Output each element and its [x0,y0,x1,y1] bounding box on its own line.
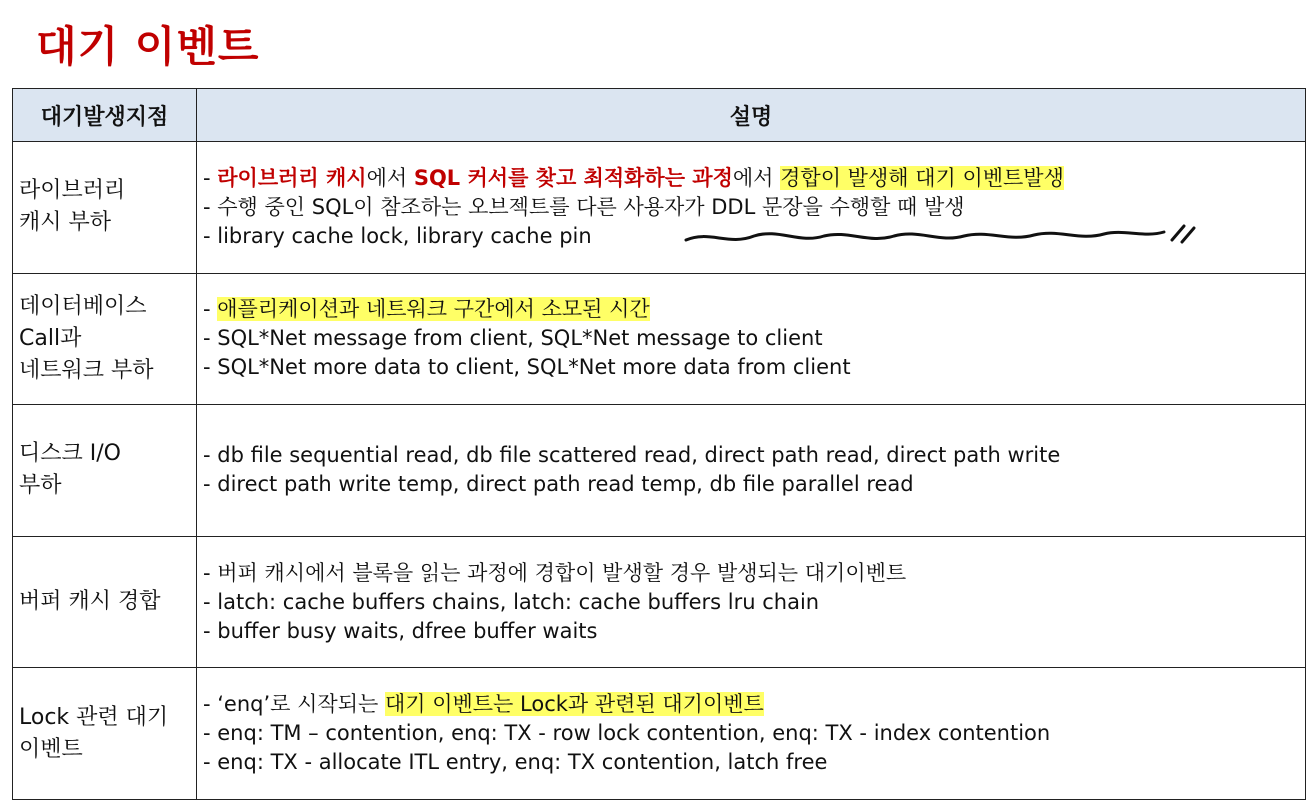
emphasis-text: 라이브러리 캐시 [217,165,367,190]
description-line [203,470,1304,499]
description-line [203,324,1304,353]
wait-location-text: 버퍼 캐시 경합 [19,589,161,615]
description-text: - [203,165,218,190]
table-row [13,668,1306,800]
wait-location-text: 네트워크 부하 [19,357,154,383]
description-text: - [203,297,218,322]
description-line [203,690,1304,719]
description-line [203,719,1304,748]
description-text: - enq: TM – contention, enq: TX - row lock contention, enq: TX - index contention [203,721,1051,746]
description-line [203,748,1304,777]
description-text: - 버퍼 캐시에서 블록을 읽는 과정에 경합이 발생할 경우 발생되는 대기이벤트 [203,560,907,585]
description-cell [197,273,1306,405]
description-text: - library cache lock, library cache pin [203,223,592,248]
table-row [13,405,1306,537]
description-text: - 수행 중인 SQL이 참조하는 오브젝트를 다른 사용자가 DDL 문장을 수행할 때 발생 [203,194,965,219]
description-line [203,164,1304,193]
description-line [203,617,1304,646]
description-text: - buffer busy waits, dfree buffer waits [203,618,598,643]
wait-location-text: Lock 관련 대기 [19,704,169,730]
highlighted-text: 애플리케이션과 네트워크 구간에서 소모된 시간 [217,297,650,322]
wait-location-text: Call과 [19,325,82,351]
header-description: 설명 [197,89,1306,142]
description-cell [197,536,1306,668]
wait-location-text: 디스크 I/O [19,441,121,467]
table-row [13,142,1306,274]
description-line [203,559,1304,588]
highlighted-text: 대기 이벤트는 Lock과 관련된 대기이벤트 [384,692,764,717]
description-text: - enq: TX - allocate ITL entry, enq: TX contention, latch free [203,750,828,775]
wait-location-text: 데이터베이스 [19,293,147,319]
wait-location-text: 캐시 부하 [19,210,112,236]
description-cell [197,405,1306,537]
header-location: 대기발생지점 [13,89,197,142]
wait-location-text: 이벤트 [19,736,83,762]
description-text: 에서 [732,165,781,190]
table-header-row [13,89,1306,142]
description-text: - ‘enq’로 시작되는 [203,692,385,717]
description-line [203,295,1304,324]
wait-location-text: 부하 [19,473,62,499]
wait-location-cell [13,668,197,800]
table-row [13,273,1306,405]
wait-event-table [12,88,1306,800]
wavy-underline-annotation [684,222,1204,248]
description-text: - latch: cache buffers chains, latch: cache buffers lru chain [203,589,820,614]
description-line [203,353,1304,382]
description-text: - db file sequential read, db file scattered read, direct path read, direct path write [203,443,1061,468]
description-line [203,588,1304,617]
page-title: 대기 이벤트 [36,22,260,71]
description-text: - SQL*Net more data to client, SQL*Net more data from client [203,355,851,380]
wait-location-text: 라이브러리 [19,178,126,204]
description-text: - direct path write temp, direct path read temp, db file parallel read [203,472,914,497]
description-cell [197,668,1306,800]
highlighted-text: 경합이 발생해 대기 이벤트발생 [780,165,1064,190]
wait-location-cell [13,536,197,668]
wait-location-cell [13,405,197,537]
description-cell [197,142,1306,274]
description-line [203,193,1304,222]
wait-location-cell [13,273,197,405]
description-text: 에서 [366,165,414,190]
wait-location-cell [13,142,197,274]
table-row [13,536,1306,668]
emphasis-text: SQL 커서를 찾고 최적화하는 과정 [413,165,733,190]
description-line [203,441,1304,470]
description-text: - SQL*Net message from client, SQL*Net message to client [203,326,823,351]
